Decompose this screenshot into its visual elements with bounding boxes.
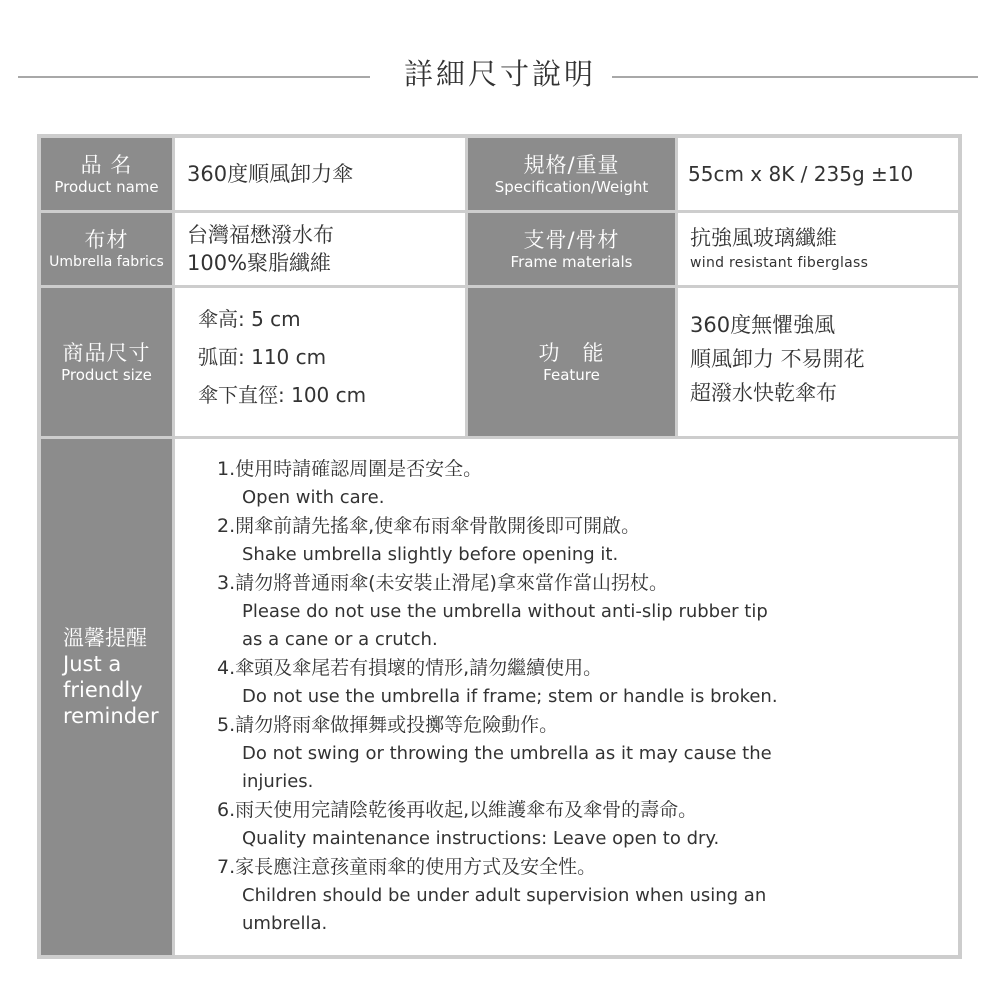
label-size: 商品尺寸 Product size — [41, 288, 172, 436]
note-item: 2.開傘前請先搖傘,使傘布雨傘骨散開後即可開啟。 Shake umbrella slightly before opening it. — [217, 515, 641, 565]
value-frame: 抗強風玻璃纖維 wind resistant fiberglass — [678, 213, 958, 285]
label-fabric: 布材 Umbrella fabrics — [41, 213, 172, 285]
value-feature: 360度無懼強風 順風卸力 不易開花 超潑水快乾傘布 — [678, 288, 958, 436]
reminder-notes — [175, 439, 958, 955]
note-item: 4.傘頭及傘尾若有損壞的情形,請勿繼續使用。 Do not use the umbrella if frame; stem or handle is broken. — [217, 657, 778, 707]
note-item: 1.使用時請確認周圍是否安全。 Open with care. — [217, 458, 483, 508]
note-item: 6.雨天使用完請陰乾後再收起,以維護傘布及傘骨的壽命。 Quality maintenance instructions: Leave open to dry. — [217, 799, 720, 849]
size-height: 傘高: 5 cm — [198, 307, 301, 331]
label-frame: 支骨/骨材 Frame materials — [468, 213, 675, 285]
page-title: 詳細尺寸說明 — [403, 57, 596, 91]
value-product-name: 360度順風卸力傘 — [175, 138, 465, 210]
value-fabric: 台灣福懋潑水布 100%聚脂纖維 — [175, 213, 465, 285]
label-feature: 功 能 Feature — [468, 288, 675, 436]
size-arc: 弧面: 110 cm — [198, 345, 327, 369]
spec-table — [37, 134, 962, 959]
note-item: 7.家長應注意孩童雨傘的使用方式及安全性。 Children should be under adult supervision when using an umbrella. — [217, 856, 767, 934]
note-item: 3.請勿將普通雨傘(未安裝止滑尾)拿來當作當山拐杖。 Please do not use the umbrella without anti-slip rubber tip as a cane or a crutch. — [217, 572, 768, 650]
title-divider-right — [612, 76, 978, 78]
label-reminder: 溫馨提醒 Just a friendly reminder — [41, 439, 172, 955]
label-specification: 規格/重量 Specification/Weight — [468, 138, 675, 210]
title-divider-left — [18, 76, 370, 78]
size-diameter: 傘下直徑: 100 cm — [198, 383, 367, 407]
value-size — [175, 288, 465, 436]
value-specification: 55cm x 8K / 235g ±10 — [678, 138, 958, 210]
label-product-name: 品 名 Product name — [41, 138, 172, 210]
note-item: 5.請勿將雨傘做揮舞或投擲等危險動作。 Do not swing or throwing the umbrella as it may cause the injuries. — [217, 714, 772, 792]
